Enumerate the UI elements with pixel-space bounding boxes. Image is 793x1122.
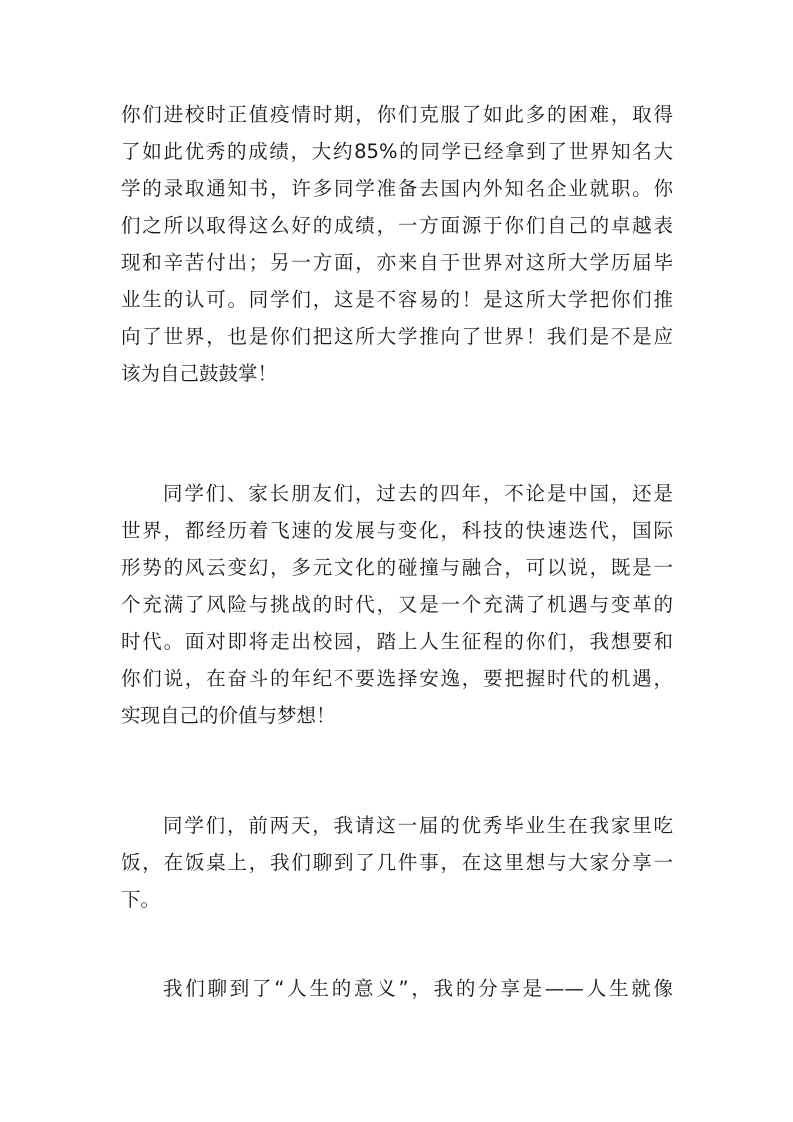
text-line: 们之所以取得这么好的成绩，一方面源于你们自己的卓越表 [121, 214, 673, 237]
text-line: 饭，在饭桌上，我们聊到了几件事，在这里想与大家分享一 [121, 851, 673, 874]
paragraph-3 [121, 807, 673, 918]
text-line: 同学们，前两天，我请这一届的优秀毕业生在我家里吃 [163, 814, 673, 837]
text-line: 世界，都经历着飞速的发展与变化，科技的快速迭代，国际 [121, 519, 673, 542]
text-line: 你们进校时正值疫情时期，你们克服了如此多的困难，取得 [121, 103, 673, 126]
paragraph-4 [121, 970, 673, 1007]
text-line: 了如此优秀的成绩，大约85%的同学已经拿到了世界知名大 [121, 140, 673, 163]
text-line: 向了世界，也是你们把这所大学推向了世界！我们是不是应 [121, 325, 673, 348]
text-line: 下。 [121, 888, 161, 911]
text-line: 个充满了风险与挑战的时代，又是一个充满了机遇与变革的 [121, 593, 673, 616]
text-line: 现和辛苦付出；另一方面，亦来自于世界对这所大学历届毕 [121, 251, 673, 274]
text-line: 学的录取通知书，许多同学准备去国内外知名企业就职。你 [121, 177, 673, 200]
text-line: 该为自己鼓鼓掌！ [121, 362, 278, 385]
text-line: 实现自己的价值与梦想！ [121, 704, 336, 727]
text-line: 同学们、家长朋友们，过去的四年，不论是中国，还是 [163, 482, 673, 505]
text-line: 我们聊到了“人生的意义”，我的分享是——人生就像 [163, 977, 673, 1000]
paragraph-2 [121, 475, 673, 734]
text-line: 你们说，在奋斗的年纪不要选择安逸，要把握时代的机遇， [121, 667, 673, 690]
paragraph-1 [121, 96, 673, 392]
text-line: 形势的风云变幻，多元文化的碰撞与融合，可以说，既是一 [121, 556, 673, 579]
text-line: 业生的认可。同学们，这是不容易的！是这所大学把你们推 [121, 288, 673, 311]
text-line: 时代。面对即将走出校园，踏上人生征程的你们，我想要和 [121, 630, 673, 653]
